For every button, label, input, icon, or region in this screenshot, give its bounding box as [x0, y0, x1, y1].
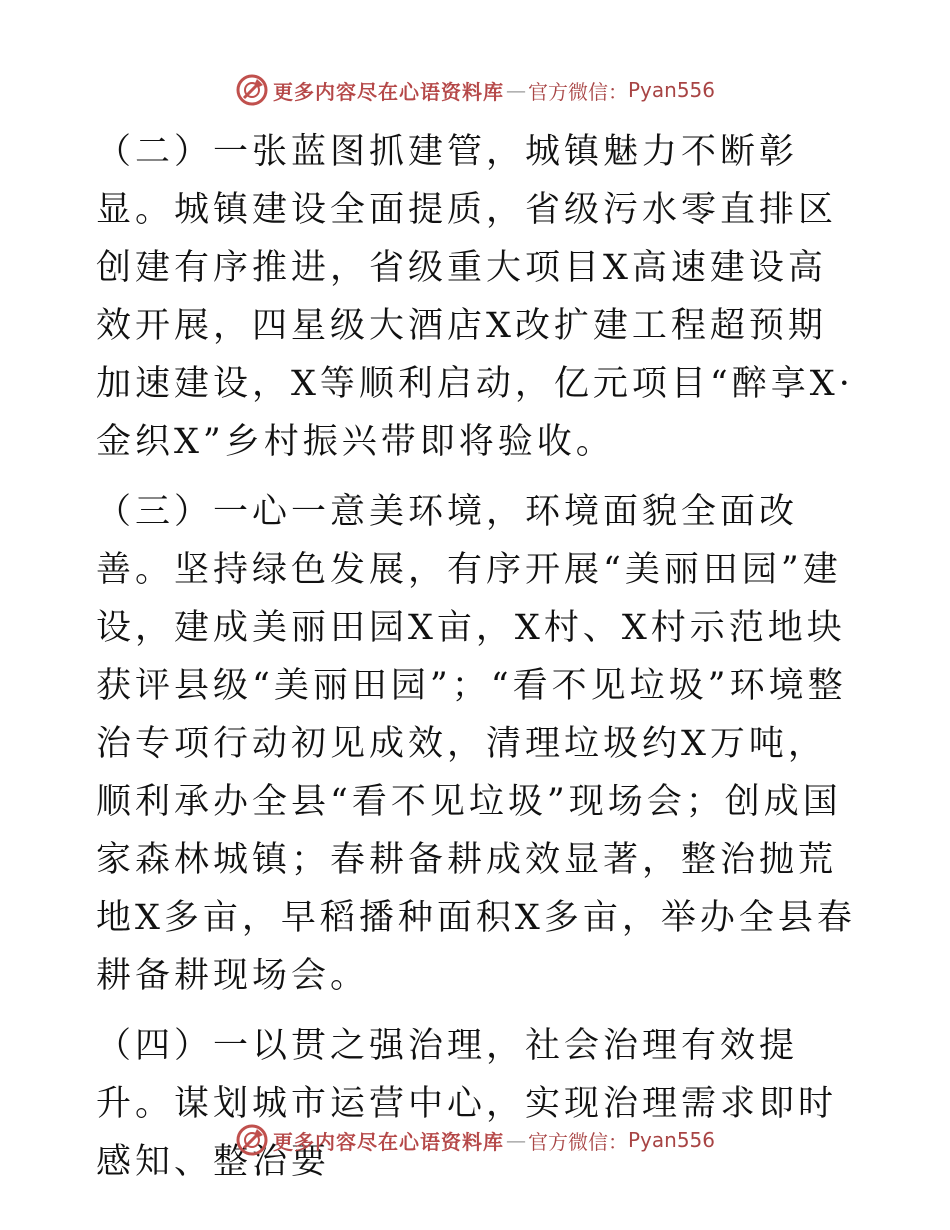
brand-logo-icon [235, 1123, 269, 1157]
header-watermark-banner [0, 70, 950, 110]
paragraph-section-4: （四）一以贯之强治理，社会治理有效提升。谋划城市运营中心，实现治理需求即时感知、整治要 [96, 1026, 838, 1182]
wechat-id: Pyan556 [627, 1128, 715, 1152]
paragraph-section-2: （二）一张蓝图抓建管，城镇魅力不断彰显。城镇建设全面提质，省级污水零直排区创建有序推进，省级重大项目X高速建设高效开展，四星级大酒店X改扩建工程超预期加速建设，X等顺利启动，亿元项目“醉享X·金织X”乡村振兴带即将验收。 [96, 132, 854, 462]
brand-name: 更多内容尽在心语资料库 [272, 1129, 504, 1154]
brand-logo-icon [235, 73, 269, 107]
official-wechat-label: 官方微信： [527, 79, 628, 104]
wechat-id: Pyan556 [627, 78, 715, 102]
document-body [96, 123, 856, 1191]
paragraph-section-3: （三）一心一意美环境，环境面貌全面改善。坚持绿色发展，有序开展“美丽田园”建设，建成美丽田园X亩，X村、X村示范地块获评县级“美丽田园”；“看不见垃圾”环境整治专项行动初见成效，清理垃圾约X万吨，顺利承办全县“看不见垃圾”现场会；创成国家森林城镇；春耕备耕成效显著，整治抛荒地X多亩，早稻播种面积X多亩，举办全县春耕备耕现场会。 [96, 492, 856, 996]
official-wechat-label: 官方微信： [527, 1129, 628, 1154]
brand-name: 更多内容尽在心语资料库 [272, 79, 504, 104]
banner-dash: — [505, 1128, 526, 1152]
banner-dash: — [505, 78, 526, 102]
footer-watermark-banner [0, 1120, 950, 1160]
